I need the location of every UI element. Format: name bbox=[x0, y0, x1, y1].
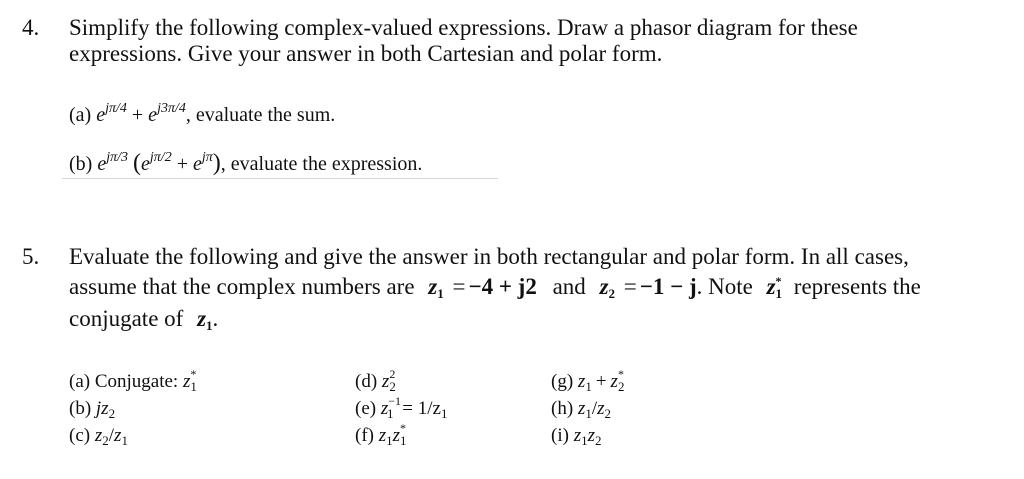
question-5-line-2-text: assume that the complex numbers are bbox=[69, 274, 415, 299]
question-4a-exponent-2: j3π/4 bbox=[157, 101, 186, 116]
question-5h-label: (h) bbox=[551, 398, 574, 419]
represents-text: represents the bbox=[793, 274, 921, 299]
question-5a-label: (a) Conjugate: bbox=[69, 371, 179, 392]
question-5i-label: (i) bbox=[551, 425, 569, 446]
question-5h: (h) $z_1/z_2$ bbox=[551, 398, 611, 421]
question-5-line-1: Evaluate the following and give the answer in both rectangular and polar form. In all cases, bbox=[69, 244, 909, 269]
question-4b-tail: , evaluate the expression. bbox=[220, 153, 423, 175]
z2-value: −1 − j bbox=[639, 274, 697, 299]
question-5f-label: (f) bbox=[355, 425, 374, 446]
question-5-line-2: assume that the complex numbers are $z_1 = -4 + j2$ and $z_2 = -1 - j$. Note $z^*_1$ represents the bbox=[69, 274, 921, 301]
question-4b-exponent-1: jπ/3 bbox=[106, 150, 129, 165]
question-4a-label: (a) bbox=[69, 104, 92, 126]
question-5c: (c) $z_2/z_1$ bbox=[69, 425, 128, 448]
question-4-line-2: expressions. Give your answer in both Cartesian and polar form. bbox=[69, 41, 663, 66]
question-5e-label: (e) bbox=[355, 398, 377, 419]
question-5e-rhs: = 1/z bbox=[402, 398, 441, 419]
question-5d: (d) $z^2_2$ bbox=[355, 367, 396, 394]
question-4-line-1: Simplify the following complex-valued expressions. Draw a phasor diagram for these bbox=[69, 15, 858, 40]
question-5a: (a) Conjugate: $z^*_1$ bbox=[69, 367, 197, 394]
question-4-number: 4. bbox=[22, 15, 40, 40]
question-4a-exponent-1: jπ/4 bbox=[105, 101, 127, 116]
question-5i: (i) $z_1z_2$ bbox=[551, 425, 602, 448]
question-5g: (g) $z_1 + z^*_2$ bbox=[551, 367, 625, 394]
question-5f: (f) $z_1z^*_1$ bbox=[355, 421, 407, 448]
z1-value: −4 + j2 bbox=[468, 274, 537, 299]
question-5d-label: (d) bbox=[355, 371, 378, 392]
question-4a-tail: , evaluate the sum. bbox=[185, 104, 336, 126]
question-5g-label: (g) bbox=[551, 371, 574, 392]
question-4b-exponent-2: jπ/2 bbox=[149, 150, 172, 165]
question-5-line-3-text: conjugate of bbox=[69, 306, 184, 331]
question-5-line-3: conjugate of $z_1$. bbox=[69, 306, 219, 333]
question-5e: (e) $z^{-1}_1 = 1/z_1$ bbox=[355, 394, 448, 421]
note-text: . Note bbox=[696, 274, 753, 299]
question-5b: (b) $jz_2$ bbox=[69, 398, 116, 421]
question-4b: (b) $e^{j\pi/3}$ $(e^{j\pi/2} + e^{j\pi})$, evaluate the expression. bbox=[69, 150, 423, 176]
divider-rule bbox=[62, 178, 498, 179]
question-4b-label: (b) bbox=[69, 153, 93, 175]
question-5b-label: (b) bbox=[69, 398, 92, 419]
question-4a: (a) $e^{j\pi/4} + e^{j3\pi/4}$, evaluate the sum. bbox=[69, 101, 336, 126]
question-5c-label: (c) bbox=[69, 425, 91, 446]
question-5-number: 5. bbox=[22, 244, 40, 269]
question-4b-exponent-3: jπ bbox=[201, 150, 213, 165]
